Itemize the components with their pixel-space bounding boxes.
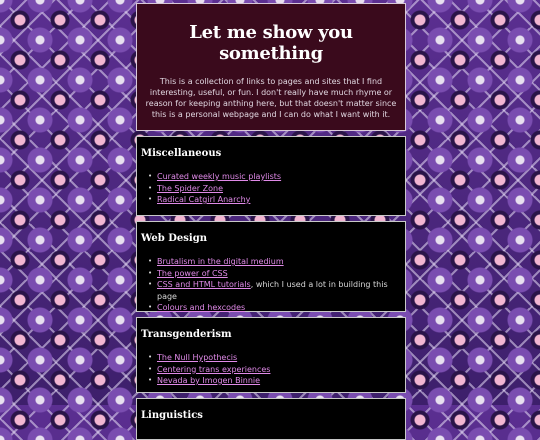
bullet-icon: • — [148, 364, 153, 373]
link-list — [141, 256, 401, 314]
bullet-icon: • — [148, 172, 153, 180]
section-title: Transgenderism — [141, 329, 232, 340]
page-title: Let me show you something — [189, 22, 353, 64]
bullet-icon: • — [148, 268, 153, 277]
page-header — [136, 3, 406, 131]
list-item — [148, 279, 401, 302]
bullet-icon: • — [148, 353, 153, 361]
section-title: Web Design — [141, 233, 207, 244]
bullet-icon: • — [148, 257, 153, 265]
bullet-icon: • — [148, 280, 153, 288]
link-list — [141, 171, 401, 206]
section-linguistics — [136, 398, 406, 440]
intro-text: This is a collection of links to pages and sites that I find interesting, useful, or fun. I don't really have much rhyme or reason for keeping anthing here, but that doesn't matter since this is a personal webpage and I can do what I want with it. — [145, 77, 397, 119]
link-centering-trans[interactable]: Centering trans experiences — [157, 364, 271, 374]
link-list — [141, 352, 401, 387]
list-item — [148, 183, 401, 195]
content-column — [136, 0, 406, 440]
bullet-icon: • — [148, 183, 153, 192]
section-web-design — [136, 221, 406, 312]
list-item — [148, 268, 401, 280]
list-item — [148, 256, 401, 268]
link-colours-hexcodes[interactable]: Colours and hexcodes — [157, 303, 246, 312]
link-brutalism[interactable]: Brutalism in the digital medium — [157, 257, 284, 266]
section-title: Miscellaneous — [141, 148, 222, 159]
link-css-html-tutorials[interactable]: CSS and HTML tutorials — [157, 280, 251, 289]
bullet-icon: • — [148, 195, 153, 203]
link-music-playlists[interactable]: Curated weekly music playlists — [157, 172, 282, 181]
section-title: Linguistics — [141, 410, 203, 421]
list-item — [148, 364, 401, 376]
list-item — [148, 302, 401, 314]
list-item — [148, 375, 401, 387]
list-item — [148, 194, 401, 206]
link-power-of-css[interactable]: The power of CSS — [157, 268, 228, 278]
bullet-icon: • — [148, 376, 153, 384]
list-item — [148, 171, 401, 183]
link-catgirl-anarchy[interactable]: Radical Catgirl Anarchy — [157, 195, 251, 204]
list-item — [148, 352, 401, 364]
link-note: , which I used a lot in building this page — [157, 280, 388, 301]
section-transgenderism — [136, 317, 406, 393]
section-miscellaneous — [136, 136, 406, 216]
link-nevada[interactable]: Nevada by Imogen Binnie — [157, 376, 261, 385]
link-null-hypothecis[interactable]: The Null Hypothecis — [157, 353, 238, 362]
bullet-icon: • — [148, 303, 153, 311]
link-spider-zone[interactable]: The Spider Zone — [157, 183, 223, 193]
